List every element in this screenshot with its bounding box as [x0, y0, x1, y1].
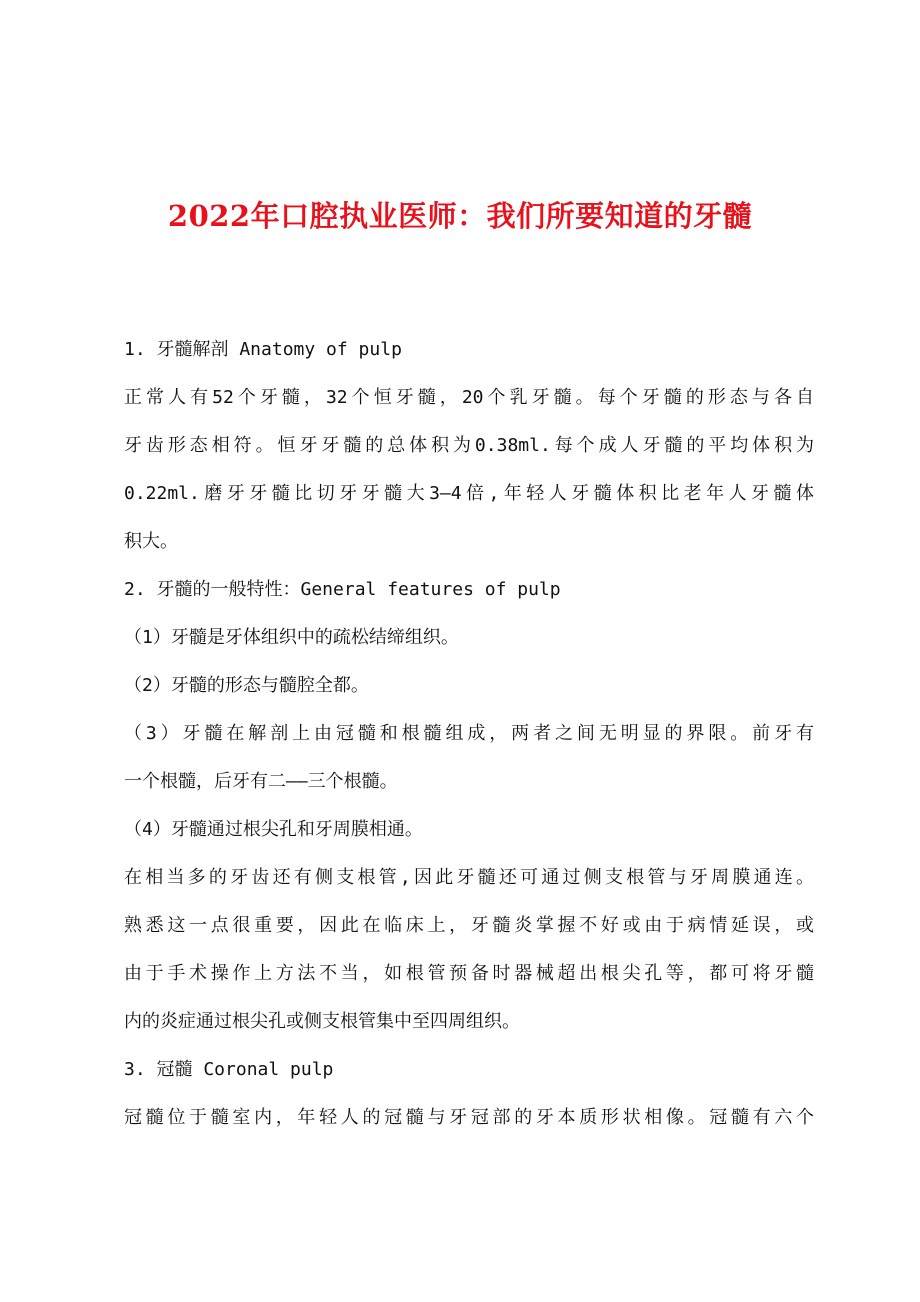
paragraph-line: 积大。 — [124, 531, 178, 552]
section-heading-anatomy: 1. 牙髓解剖 Anatomy of pulp — [124, 339, 402, 360]
paragraph-line: 牙齿形态相符。恒牙牙髓的总体积为0.38ml.每个成人牙髓的平均体积为 — [124, 435, 814, 456]
section-heading-general-features: 2. 牙髓的一般特性：General features of pulp — [124, 579, 561, 600]
paragraph-line: 0.22ml.磨牙牙髓比切牙牙髓大3—4倍,年轻人牙髓体积比老年人牙髓体 — [124, 483, 814, 504]
list-item: （1）牙髓是牙体组织中的疏松结缔组织。 — [124, 627, 459, 648]
paragraph-line: 由于手术操作上方法不当，如根管预备时器械超出根尖孔等，都可将牙髓 — [124, 963, 814, 984]
section-heading-coronal-pulp: 3. 冠髓 Coronal pulp — [124, 1059, 334, 1080]
paragraph-line: 冠髓位于髓室内，年轻人的冠髓与牙冠部的牙本质形状相像。冠髓有六个 — [124, 1107, 814, 1128]
paragraph-line: 熟悉这一点很重要，因此在临床上，牙髓炎掌握不好或由于病情延误，或 — [124, 915, 814, 936]
document-body — [124, 326, 814, 1142]
document-title: 2022年口腔执业医师：我们所要知道的牙髓 — [167, 199, 753, 233]
paragraph-line: 在相当多的牙齿还有侧支根管,因此牙髓还可通过侧支根管与牙周膜通连。 — [124, 867, 814, 888]
paragraph-line: 正常人有52个牙髓，32个恒牙髓，20个乳牙髓。每个牙髓的形态与各自 — [124, 387, 814, 408]
list-item: （3）牙髓在解剖上由冠髓和根髓组成，两者之间无明显的界限。前牙有 — [124, 723, 814, 744]
list-item: （2）牙髓的形态与髓腔全都。 — [124, 675, 369, 696]
list-item-continuation: 一个根髓，后牙有二——三个根髓。 — [124, 771, 398, 792]
paragraph-line: 内的炎症通过根尖孔或侧支根管集中至四周组织。 — [124, 1011, 520, 1032]
list-item: （4）牙髓通过根尖孔和牙周膜相通。 — [124, 819, 423, 840]
